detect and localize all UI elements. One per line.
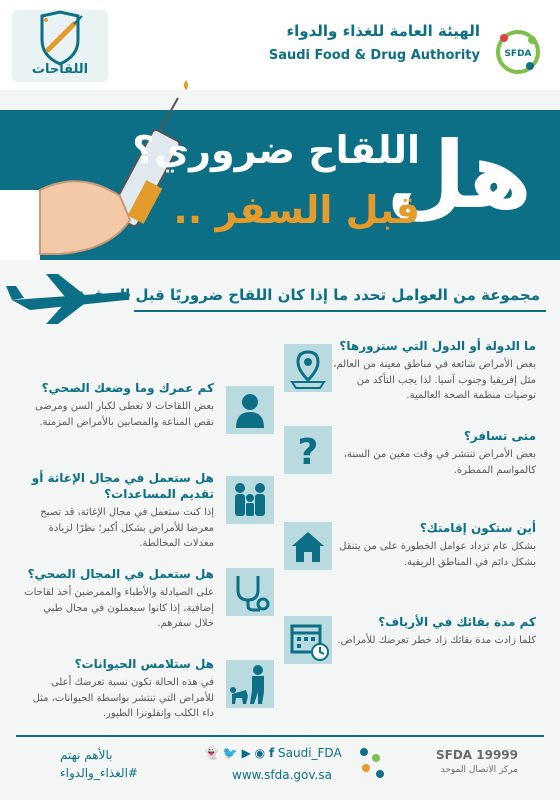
- hashtag[interactable]: #الغذاء_والدواء: [60, 766, 138, 780]
- item-title: ما الدولة أو الدول التي ستزورها؟: [339, 339, 536, 353]
- brand-name-english: Saudi Food & Drug Authority: [268, 48, 480, 63]
- item-body: إذا كنت ستعمل في مجال الإغاثة، قد تصبح معرضا للأمراض بشكل أكبر؛ نظرًا لزيادة معدلات المخالطة.: [40, 507, 214, 550]
- title-question-word: هل: [386, 122, 532, 229]
- title-line-2: قبل السفر ..: [173, 188, 420, 232]
- question-mark-icon: [284, 426, 332, 474]
- list-item-animals: [22, 656, 214, 722]
- child-dog-icon: [226, 660, 274, 708]
- brand-name-arabic: الهيئة العامة للغذاء والدواء: [286, 22, 480, 40]
- map-pin-icon: [284, 344, 332, 392]
- social-links[interactable]: [204, 746, 342, 760]
- facebook-icon[interactable]: f: [268, 746, 275, 760]
- hand-illustration: [0, 150, 150, 260]
- list-item-age-health: [22, 380, 214, 430]
- item-title: كم عمرك وما وضعك الصحي؟: [41, 381, 214, 395]
- contact-caption: مركز الاتصال الموحد: [440, 765, 518, 775]
- stethoscope-icon: [226, 568, 274, 616]
- vaccines-label: اللقاحات: [31, 62, 89, 77]
- twitter-icon[interactable]: 🐦: [222, 746, 238, 760]
- item-body: بعض اللقاحات لا تعطى لكبار السن ومرضى نقص المناعة والمصابين بالأمراض المزمنة.: [34, 401, 214, 428]
- instagram-icon[interactable]: ◉: [254, 746, 266, 760]
- item-body: بعض الأمراض تنتشر في وقت معين من السنة، كالمواسم الممطرة.: [343, 449, 536, 476]
- item-title: متى تسافر؟: [463, 429, 536, 443]
- family-icon: [226, 476, 274, 524]
- item-body: في هذه الحالة تكون نسبة تعرضك أعلى للأمراض التي تنتشر بواسطة الحيوانات، مثل داء الكلب وإنفلونزا الطيور.: [32, 677, 214, 720]
- list-item-residence: [330, 520, 536, 570]
- list-item-destination: [330, 338, 536, 404]
- social-handle[interactable]: Saudi_FDA: [278, 746, 342, 760]
- item-body: بعض الأمراض شائعة في مناطق معينة من العالم، مثل إفريقيا وجنوب آسيا. لذا يجب التأكد من توصيات منظمة الصحة العالمية.: [333, 359, 536, 402]
- house-icon: [284, 522, 332, 570]
- item-title: هل ستعمل في المجال الصحي؟: [27, 567, 214, 581]
- svg-text:?: ?: [297, 432, 319, 473]
- item-body: بشكل عام تزداد عوامل الخطورة على من يتنقل بشكل دائم في المناطق الريفية.: [339, 541, 536, 568]
- list-item-rural-stay: [330, 614, 536, 649]
- contact-center-icon: [356, 744, 390, 784]
- item-body: على الصيادلة والأطباء والممرضين أخذ لقاحات إضافية، إذا كانوا سيعملون في مجال طبي خلال سفرهم.: [24, 587, 214, 630]
- shield-syringe-icon: [12, 10, 108, 68]
- subtitle-divider: [134, 310, 546, 312]
- item-body: كلما زادت مدة بقائك زاد خطر تعرضك للأمراض.: [337, 635, 536, 647]
- footer-divider: [16, 735, 544, 737]
- person-icon: [226, 386, 274, 434]
- list-item-relief-work: [22, 470, 214, 552]
- list-item-travel-time: [330, 428, 536, 478]
- title-line-1: اللقاح ضروري؟: [132, 128, 420, 172]
- youtube-icon[interactable]: ▶: [241, 746, 251, 760]
- subtitle: مجموعة من العوامل تحدد ما إذا كان اللقاح ضروريًا قبل السفر:: [78, 286, 540, 304]
- svg-text:SFDA: SFDA: [504, 49, 532, 59]
- item-title: هل ستلامس الحيوانات؟: [74, 657, 214, 671]
- snapchat-icon[interactable]: 👻: [204, 746, 219, 760]
- item-title: كم مدة بقائك في الأرياف؟: [378, 615, 536, 629]
- calendar-clock-icon: [284, 616, 332, 664]
- contact-number[interactable]: SFDA 19999: [435, 748, 518, 762]
- sfda-logo: [494, 28, 542, 76]
- item-title: هل ستعمل في مجال الإغاثة أو تقديم المساعدات؟: [31, 471, 214, 502]
- item-title: أين ستكون إقامتك؟: [419, 521, 536, 535]
- slogan: بالأهم نهتم: [60, 748, 113, 762]
- list-item-health-work: [22, 566, 214, 632]
- website-link[interactable]: www.sfda.gov.sa: [232, 768, 332, 782]
